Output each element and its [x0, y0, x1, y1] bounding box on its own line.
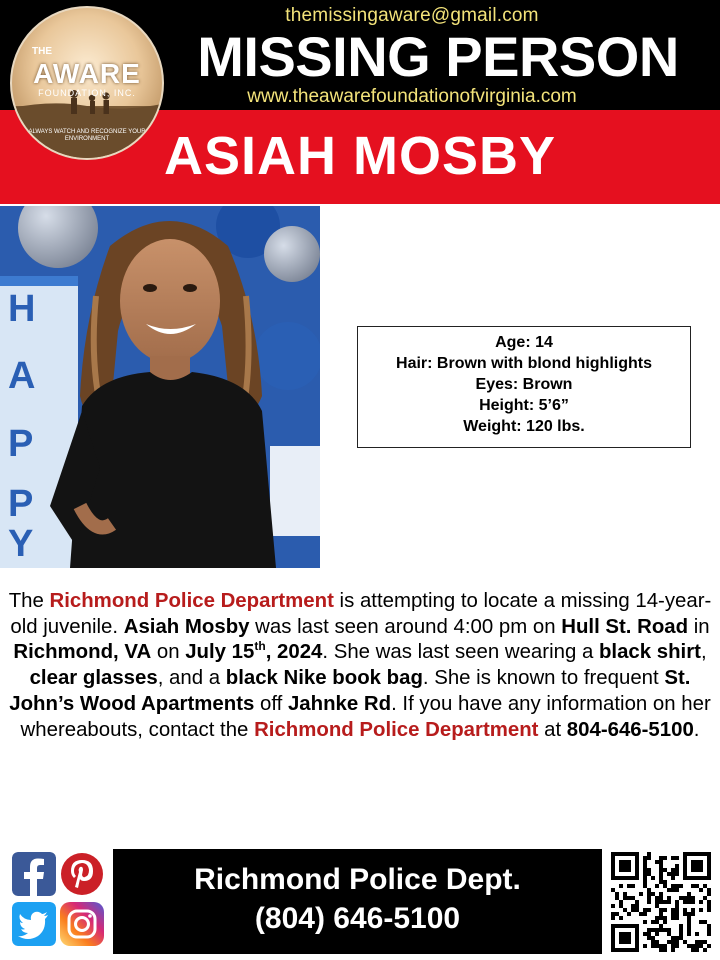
flyer-title: MISSING PERSON	[197, 25, 679, 88]
desc-bag: black Nike book bag	[225, 667, 423, 690]
twitter-icon[interactable]	[12, 902, 56, 946]
desc-date-month: July 15	[185, 641, 255, 664]
desc-text: at	[538, 718, 567, 741]
banner-letter: H	[8, 288, 36, 330]
desc-text: The	[8, 590, 50, 612]
detail-height: Height: 5’6”	[479, 397, 569, 414]
desc-date-suffix: th	[254, 639, 266, 654]
website-link[interactable]: www.theawarefoundationofvirginia.com	[247, 86, 577, 107]
detail-eyes: Eyes: Brown	[475, 376, 573, 393]
portrait-illustration	[0, 206, 320, 568]
pinterest-icon[interactable]	[60, 852, 104, 896]
desc-name: Asiah Mosby	[123, 615, 250, 638]
desc-road: Jahnke Rd	[287, 692, 392, 715]
desc-glasses: clear glasses	[29, 667, 158, 690]
instagram-icon[interactable]	[60, 902, 104, 946]
missing-person-photo	[0, 206, 320, 568]
desc-text: on	[151, 641, 186, 664]
qr-code-icon	[611, 852, 711, 952]
desc-text: . If you have any information on her whereabouts, contact the	[20, 692, 711, 741]
desc-date	[185, 641, 322, 663]
desc-police-dept: Richmond Police Department	[254, 718, 539, 741]
qr-code[interactable]	[611, 852, 711, 952]
social-icons	[12, 852, 106, 952]
banner-letter: Y	[8, 523, 34, 565]
banner-letter: P	[8, 483, 34, 525]
detail-weight: Weight: 120 lbs.	[463, 418, 585, 435]
banner-letter: A	[8, 355, 36, 397]
case-description	[6, 589, 714, 743]
desc-clothing: black shirt	[598, 641, 701, 664]
logo-slogan: ALWAYS WATCH AND RECOGNIZE YOUR ENVIRONMENT	[28, 129, 146, 142]
desc-text: .	[693, 718, 700, 741]
detail-hair: Hair: Brown with blond highlights	[396, 355, 652, 372]
desc-frequent-place: St. John’s Wood Apartments	[9, 667, 691, 715]
logo-text-the: THE	[32, 46, 52, 57]
contact-email[interactable]: themissingaware@gmail.com	[285, 5, 539, 26]
logo-text-foundation: FOUNDATION, INC.	[38, 88, 136, 98]
desc-city: Richmond, VA	[13, 641, 152, 664]
contact-phone-number[interactable]: (804) 646-5100	[254, 902, 461, 935]
desc-text: . She was last seen wearing a	[322, 641, 599, 664]
desc-text: in	[688, 615, 710, 638]
desc-date-year: , 2024	[265, 641, 323, 664]
desc-text: is attempting to locate a missing 14-year-old juvenile.	[10, 590, 712, 638]
aware-foundation-logo	[10, 6, 164, 160]
detail-age: Age: 14	[495, 334, 553, 351]
desc-phone: 804-646-5100	[566, 718, 694, 741]
desc-text: , and a	[157, 667, 226, 690]
desc-text: off	[254, 692, 288, 715]
facebook-icon[interactable]	[12, 852, 56, 896]
desc-text: . She is known to frequent	[422, 667, 665, 690]
desc-text: ,	[700, 641, 707, 664]
contact-box	[113, 849, 602, 954]
person-details-box	[357, 326, 691, 448]
logo-text-aware: AWARE	[33, 58, 141, 89]
missing-person-name: ASIAH MOSBY	[163, 126, 557, 186]
contact-agency-name: Richmond Police Dept.	[194, 863, 521, 896]
desc-police-dept: Richmond Police Department	[49, 590, 334, 612]
desc-text: was last seen around 4:00 pm on	[249, 615, 562, 638]
banner-letter: P	[8, 423, 34, 465]
desc-street: Hull St. Road	[561, 615, 689, 638]
